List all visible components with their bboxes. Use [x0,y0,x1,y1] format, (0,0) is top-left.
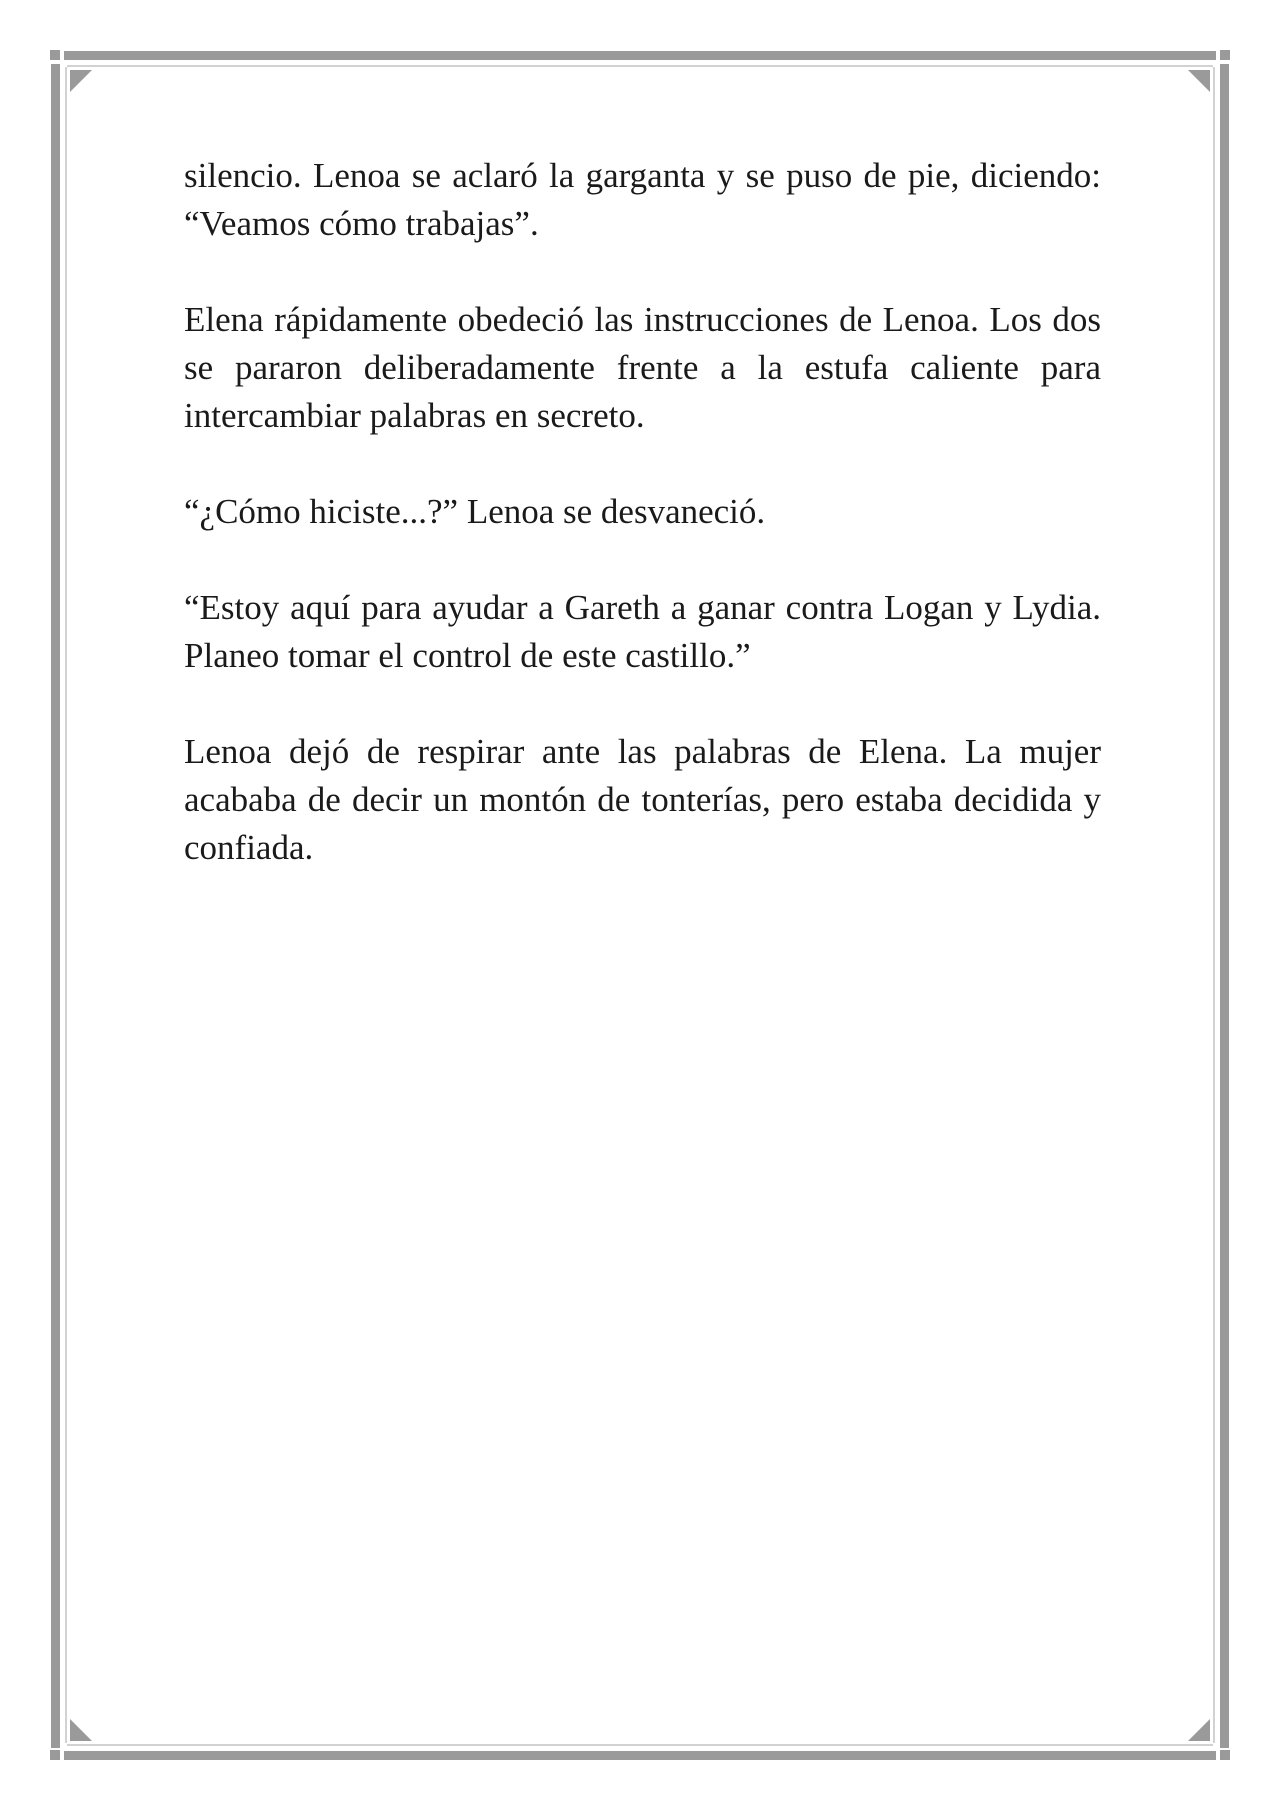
paragraph: “¿Cómo hiciste...?” Lenoa se desvaneció. [184,492,766,531]
paragraph: Lenoa dejó de respirar ante las palabras de Elena. La mujer acababa de decir un montón de tonterías, pero estaba decidida y confiada. [184,732,1101,867]
paragraph: “Estoy aquí para ayudar a Gareth a ganar contra Logan y Lydia. Planeo tomar el control de este castillo.” [184,588,1101,675]
paragraph: silencio. Lenoa se aclaró la garganta y se puso de pie, diciendo: “Veamos cómo trabajas”. [184,156,1101,243]
body-text [184,152,1101,920]
paragraph: Elena rápidamente obedeció las instrucciones de Lenoa. Los dos se pararon deliberadamente frente a la estufa caliente para intercambiar palabras en secreto. [184,300,1101,435]
